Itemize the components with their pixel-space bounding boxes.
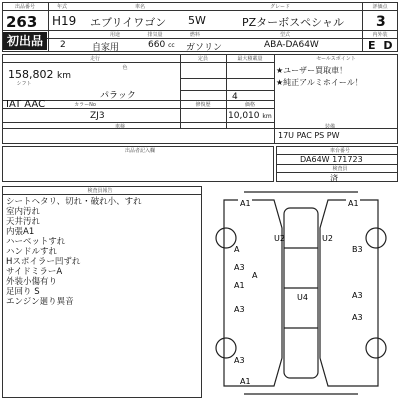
notes-header: 出品者記入欄: [124, 148, 155, 154]
score-header: 評価点: [372, 4, 388, 10]
first-listing-label: 初出品: [6, 34, 43, 48]
usage: 自家用: [92, 43, 120, 53]
year-number: 2: [60, 40, 66, 50]
damage-mark: A3: [234, 305, 245, 314]
report-item: エンジン廻り異音: [6, 297, 74, 307]
model-header: 型式: [279, 32, 290, 38]
price-unit: km: [262, 113, 272, 120]
name-header: 車名: [134, 4, 145, 10]
color-header: 色: [122, 65, 128, 71]
inspector-value: 済: [330, 174, 338, 183]
report-item: 外装小傷有り: [6, 277, 58, 287]
int-ext-value: E D: [368, 39, 395, 52]
damage-mark: A1: [234, 281, 245, 290]
feature-2: ★純正アルミホイール！: [276, 78, 363, 87]
report-item: サイドミラーA: [6, 267, 63, 277]
inspector-header: 検査員: [332, 166, 348, 172]
report-item: 足回り S: [6, 287, 40, 297]
equipment-value: 17U PAC PS PW: [278, 131, 340, 140]
color-no-value: ZJ3: [90, 111, 105, 121]
era-year: H19: [52, 14, 77, 28]
year-header: 年式: [56, 4, 67, 10]
damage-mark: U2: [274, 234, 285, 243]
report-title: 検査員報告: [87, 188, 113, 194]
damage-mark: A1: [240, 377, 251, 386]
grade-header: グレード: [269, 4, 290, 10]
damage-mark: A: [252, 271, 258, 280]
lot-number: 263: [6, 13, 38, 31]
km-unit: km: [57, 71, 71, 81]
model-code: ABA-DA64W: [264, 40, 319, 50]
damage-mark: A1: [240, 199, 251, 208]
chassis-value: DA64W 171723: [300, 155, 363, 164]
cc-value: [148, 40, 175, 50]
report-item: シートヘタリ、切れ・破れ小、すれ: [6, 197, 142, 207]
seat-header: 定員: [197, 56, 208, 62]
color-no-header: カラーNo: [74, 102, 96, 108]
damage-mark: B3: [352, 245, 363, 254]
seat-value: 4: [232, 92, 238, 102]
km-number: 158,802: [8, 68, 54, 81]
feature-1: ★ユーザー買取車！: [276, 66, 348, 75]
shift-header: シフト: [16, 81, 32, 87]
fuel: ガソリン: [186, 43, 223, 53]
capacity-header: 最大積載量: [237, 56, 263, 62]
report-item: ハーベットすれ: [6, 237, 66, 247]
inspection-header: 車検: [114, 124, 125, 130]
price-header: 価格: [244, 102, 255, 108]
cc-header: 排気量: [147, 32, 163, 38]
damage-mark: U4: [297, 293, 308, 302]
damage-mark: A3: [234, 356, 245, 365]
report-item: 室内汚れ: [6, 207, 41, 217]
lot-header: 出品番号: [14, 4, 35, 10]
score-value: 3: [376, 14, 386, 30]
int-ext-header: 内外装: [372, 32, 388, 38]
model-name: エブリイワゴン: [90, 16, 167, 29]
door-type: 5W: [188, 14, 206, 27]
report-item: ハンドルすれ: [6, 247, 58, 257]
damage-mark: U2: [322, 234, 333, 243]
color-value: パラック: [100, 91, 136, 101]
damage-mark: A3: [352, 291, 363, 300]
report-item: 天井汚れ: [6, 217, 41, 227]
damage-mark: A1: [348, 199, 359, 208]
damage-mark: A: [234, 245, 240, 254]
repair-header: 修復歴: [195, 102, 211, 108]
damage-mark: A3: [352, 313, 363, 322]
use-header: 用途: [109, 32, 120, 38]
fuel-header: 燃料: [189, 32, 200, 38]
first-listing-badge: [3, 32, 47, 50]
grade-name: PZターボスペシャル: [242, 16, 344, 29]
cc-unit: cc: [168, 42, 175, 49]
features-header: セールスポイント: [316, 56, 356, 62]
car-damage-diagram: [204, 188, 398, 398]
price-value: [228, 111, 272, 121]
damage-mark: A3: [234, 263, 245, 272]
report-list: [6, 197, 142, 307]
shift-value: IAT AAC: [6, 99, 46, 110]
equipment-header: 装備: [324, 124, 335, 130]
chassis-header: 車台番号: [329, 148, 350, 154]
price-number: 10,010: [228, 111, 260, 121]
report-item: Hスポイラー凹ずれ: [6, 257, 81, 267]
report-item: 内張A1: [6, 227, 35, 237]
cc-number: 660: [148, 40, 166, 50]
km-header: 走行: [89, 56, 100, 62]
